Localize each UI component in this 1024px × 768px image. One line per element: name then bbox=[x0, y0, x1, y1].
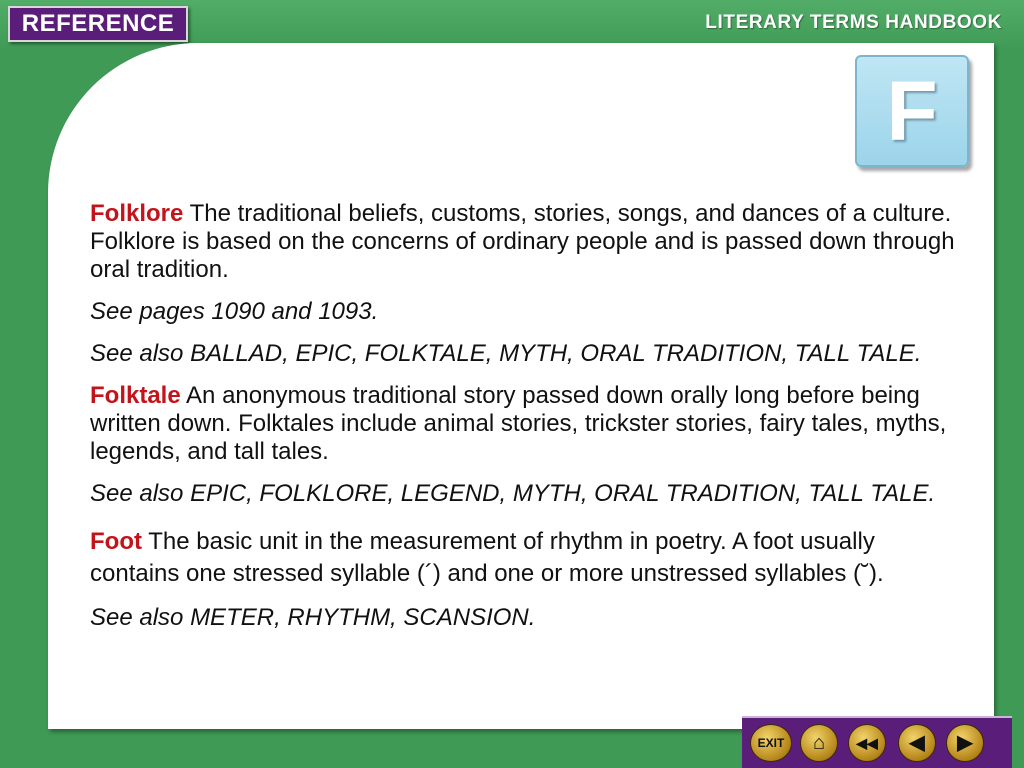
entry-folklore bbox=[90, 200, 970, 284]
term-folklore: Folklore bbox=[90, 200, 184, 227]
definition-folktale: An anonymous traditional story passed down orally long before being written down. Folktales include animal stories, trickster stories, fairy tales, myths, legends, and tall tales. bbox=[90, 382, 947, 465]
entry-folktale bbox=[90, 382, 970, 466]
first-slide-button[interactable] bbox=[848, 724, 886, 762]
term-foot: Foot bbox=[90, 528, 142, 555]
glossary-content bbox=[90, 200, 970, 632]
rewind-icon: ◀◀ bbox=[856, 735, 878, 751]
previous-button[interactable] bbox=[898, 724, 936, 762]
definition-folklore: The traditional beliefs, customs, stories, songs, and dances of a culture. Folklore is based on the concerns of ordinary people and is passed down through oral tradition. bbox=[90, 200, 955, 283]
definition-foot: The basic unit in the measurement of rhythm in poetry. A foot usually contains one stressed syllable (´) and one or more unstressed syllables (˘). bbox=[90, 528, 884, 587]
section-letter-tile: F bbox=[855, 55, 969, 167]
exit-button[interactable] bbox=[750, 724, 792, 762]
entry-foot bbox=[90, 526, 970, 590]
next-button[interactable] bbox=[946, 724, 984, 762]
exit-icon: EXIT bbox=[757, 736, 785, 750]
see-also-folktale: See also EPIC, FOLKLORE, LEGEND, MYTH, ORAL TRADITION, TALL TALE. bbox=[90, 480, 936, 507]
reference-badge: REFERENCE bbox=[8, 6, 188, 42]
home-icon: ⌂ bbox=[812, 732, 826, 754]
next-icon: ▶ bbox=[957, 732, 973, 754]
see-pages-folklore: See pages 1090 and 1093. bbox=[90, 298, 379, 325]
previous-icon: ◀ bbox=[909, 732, 925, 754]
see-also-folklore: See also BALLAD, EPIC, FOLKTALE, MYTH, ORAL TRADITION, TALL TALE. bbox=[90, 340, 922, 367]
see-also-foot: See also METER, RHYTHM, SCANSION. bbox=[90, 604, 536, 631]
home-button[interactable] bbox=[800, 724, 838, 762]
term-folktale: Folktale bbox=[90, 382, 181, 409]
handbook-title: LITERARY TERMS HANDBOOK bbox=[705, 12, 1002, 33]
navigation-bar bbox=[742, 716, 1012, 768]
